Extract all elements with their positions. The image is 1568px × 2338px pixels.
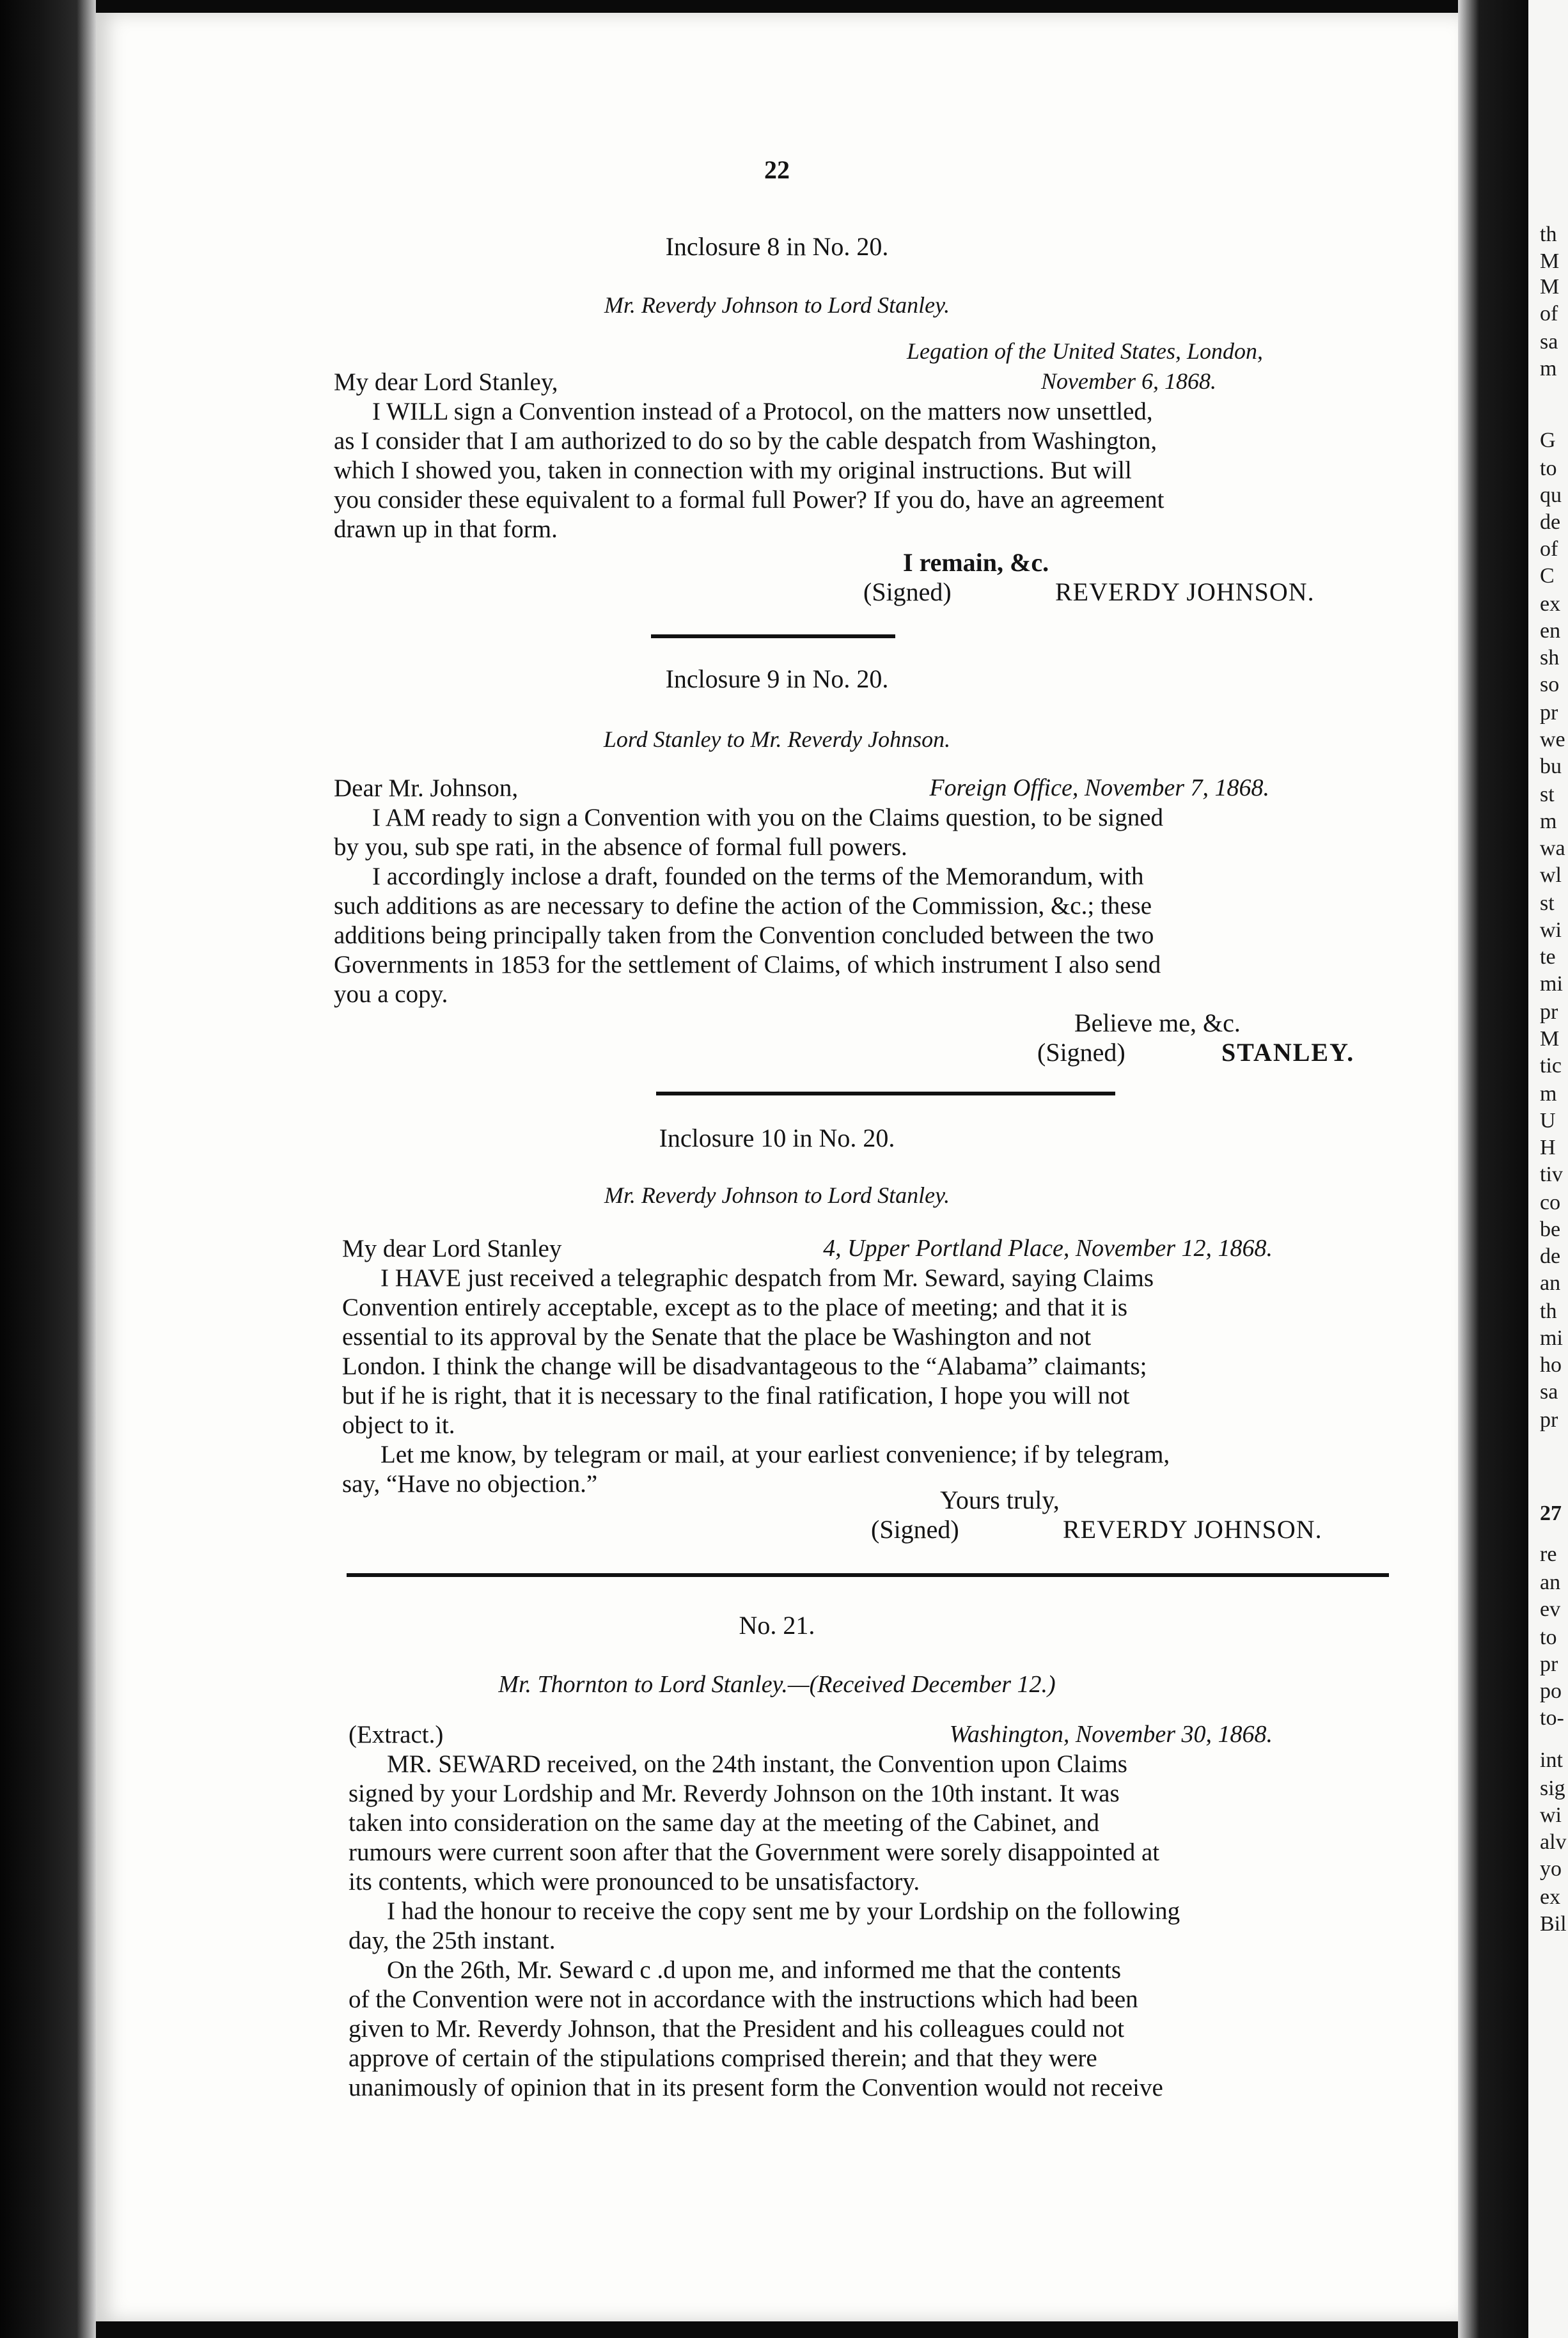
adjacent-page-fragment: en (1540, 619, 1561, 643)
text-line: I accordingly inclose a draft, founded on the terms of the Memorandum, with (372, 863, 1144, 890)
text-line: Governments in 1853 for the settlement of Claims, of which instrument I also send (334, 951, 1161, 978)
text-line: day, the 25th instant. (349, 1927, 556, 1954)
adjacent-page-fragment: ho (1540, 1353, 1562, 1377)
text-line: its contents, which were pronounced to be unsatisfactory. (349, 1868, 920, 1895)
text-line: such additions as are necessary to define the action of the Commission, &c.; these (334, 892, 1152, 920)
adjacent-page-fragment: pr (1540, 1000, 1558, 1024)
inclosure-8-heading: Inclosure 8 in No. 20. (665, 232, 889, 261)
adjacent-page-fragment: ev (1540, 1597, 1561, 1621)
text-line: which I showed you, taken in connection with my original instructions. But will (334, 457, 1132, 484)
adjacent-page-fragment: sa (1540, 330, 1558, 354)
adjacent-page-fragment: M (1540, 249, 1560, 273)
text-line: London. I think the change will be disadvantageous to the “Alabama” claimants; (342, 1353, 1147, 1380)
adjacent-page-fragment: 27 (1540, 1502, 1562, 1525)
inclosure-8-subheading: Mr. Reverdy Johnson to Lord Stanley. (604, 292, 950, 318)
text-line: but if he is right, that it is necessary to the final ratification, I hope you will not (342, 1382, 1130, 1409)
adjacent-page-fragment: to (1540, 457, 1557, 480)
inclosure-8-date: November 6, 1868. (1041, 368, 1216, 394)
binding-edge (0, 0, 96, 2338)
adjacent-page-fragment: be (1540, 1218, 1561, 1241)
adjacent-page-fragment: th (1540, 1299, 1557, 1323)
text-line: essential to its approval by the Senate that the place be Washington and not (342, 1323, 1092, 1351)
text-line: I had the honour to receive the copy sent me by your Lordship on the following (387, 1897, 1180, 1925)
inclosure-9-signature: STANLEY. (1221, 1038, 1355, 1067)
inclosure-8-closing: I remain, &c. (903, 548, 1049, 577)
inclosure-10-body (342, 1264, 1512, 1507)
text-line: MR. SEWARD received, on the 24th instant, the Convention upon Claims (387, 1750, 1127, 1778)
adjacent-page-fragment: so (1540, 673, 1560, 696)
inclosure-9-subheading: Lord Stanley to Mr. Reverdy Johnson. (603, 726, 951, 752)
adjacent-page-fragment: wi (1540, 1803, 1562, 1827)
adjacent-page-fragment: of (1540, 302, 1558, 326)
adjacent-page-fragment: ex (1540, 592, 1561, 616)
adjacent-page-fragment: de (1540, 510, 1561, 534)
adjacent-page-fragment: tic (1540, 1054, 1562, 1078)
no-21-heading: No. 21. (739, 1611, 815, 1640)
document-page (96, 13, 1458, 2321)
adjacent-page-fragment: sa (1540, 1380, 1558, 1404)
adjacent-page-fragment: ex (1540, 1885, 1561, 1909)
adjacent-page-fragment: pr (1540, 701, 1558, 725)
inclosure-8-salutation: My dear Lord Stanley, (334, 368, 558, 396)
text-line: you a copy. (334, 980, 448, 1008)
inclosure-8-place: Legation of the United States, London, (907, 338, 1263, 364)
text-line: as I consider that I am authorized to do so by the cable despatch from Washington, (334, 427, 1157, 455)
adjacent-page-fragment: te (1540, 945, 1556, 969)
inclosure-9-body (334, 803, 1504, 1014)
text-line: I HAVE just received a telegraphic despatch from Mr. Seward, saying Claims (380, 1264, 1154, 1292)
text-line: I AM ready to sign a Convention with you on the Claims question, to be signed (372, 804, 1164, 831)
text-line: drawn up in that form. (334, 515, 558, 543)
adjacent-page-fragment: mi (1540, 1326, 1563, 1350)
text-line: by you, sub spe rati, in the absence of formal full powers. (334, 833, 907, 861)
text-line: unanimously of opinion that in its present form the Convention would not receive (349, 2074, 1163, 2101)
adjacent-page-fragment: yo (1540, 1857, 1562, 1881)
inclosure-10-signature: REVERDY JOHNSON. (1063, 1515, 1322, 1544)
adjacent-page-fragment: alv (1540, 1830, 1567, 1854)
inclosure-8-signed-label: (Signed) (863, 577, 952, 606)
adjacent-page-edge (1528, 0, 1568, 2338)
adjacent-page-fragment: H (1540, 1136, 1556, 1159)
inclosure-9-closing: Believe me, &c. (1074, 1008, 1241, 1037)
inclosure-10-place-date: 4, Upper Portland Place, November 12, 1868. (823, 1235, 1273, 1262)
adjacent-page-fragment: sh (1540, 646, 1560, 670)
adjacent-page-fragment: to (1540, 1626, 1557, 1649)
inclosure-10-closing: Yours truly, (940, 1486, 1060, 1514)
adjacent-page-fragment: st (1540, 891, 1555, 915)
text-line: given to Mr. Reverdy Johnson, that the President and his colleagues could not (349, 2015, 1125, 2043)
text-line: rumours were current soon after that the Government were sorely disappointed at (349, 1839, 1160, 1866)
adjacent-page-fragment: mi (1540, 972, 1563, 996)
inclosure-9-heading: Inclosure 9 in No. 20. (665, 664, 889, 693)
adjacent-page-fragment: de (1540, 1244, 1561, 1268)
adjacent-page-fragment: C (1540, 564, 1555, 588)
text-line: Convention entirely acceptable, except as to the place of meeting; and that it is (342, 1294, 1128, 1321)
inclosure-10-heading: Inclosure 10 in No. 20. (659, 1124, 895, 1152)
text-line: I WILL sign a Convention instead of a Protocol, on the matters now unsettled, (372, 398, 1153, 425)
adjacent-page-fragment: an (1540, 1271, 1561, 1295)
adjacent-page-fragment: U (1540, 1109, 1556, 1133)
text-line: taken into consideration on the same day at the meeting of the Cabinet, and (349, 1809, 1099, 1837)
adjacent-page-fragment: M (1540, 1027, 1560, 1051)
inclosure-9-signed-label: (Signed) (1037, 1038, 1125, 1067)
adjacent-page-fragment: co (1540, 1191, 1561, 1214)
adjacent-page-fragment: an (1540, 1571, 1561, 1594)
text-line: of the Convention were not in accordance with the instructions which had been (349, 1986, 1138, 2013)
adjacent-page-fragment: wl (1540, 863, 1562, 887)
adjacent-page-fragment: int (1540, 1748, 1563, 1772)
adjacent-page-fragment: po (1540, 1679, 1562, 1703)
adjacent-page-fragment: to- (1540, 1706, 1564, 1730)
text-line: On the 26th, Mr. Seward c .d upon me, and informed me that the contents (387, 1956, 1122, 1984)
inclosure-9-place-date: Foreign Office, November 7, 1868. (929, 774, 1269, 801)
inclosure-10-signed-label: (Signed) (871, 1515, 959, 1544)
text-line: approve of certain of the stipulations comprised therein; and that they were (349, 2044, 1097, 2072)
adjacent-page-fragment: m (1540, 810, 1557, 833)
adjacent-page-fragment: pr (1540, 1652, 1558, 1676)
adjacent-page-fragment: sig (1540, 1777, 1565, 1800)
adjacent-page-fragment: we (1540, 728, 1565, 751)
section-divider (347, 1573, 1389, 1577)
adjacent-page-fragment: Bil (1540, 1912, 1567, 1936)
inclosure-8-body (334, 397, 1504, 551)
section-divider (656, 1092, 1115, 1095)
adjacent-page-fragment: st (1540, 783, 1555, 806)
adjacent-page-fragment: tiv (1540, 1163, 1563, 1186)
no-21-subheading: Mr. Thornton to Lord Stanley.—(Received December 12.) (498, 1671, 1056, 1698)
adjacent-page-fragment: qu (1540, 483, 1562, 507)
section-divider (651, 634, 895, 638)
text-line: say, “Have no objection.” (342, 1470, 598, 1498)
adjacent-page-fragment: m (1540, 1082, 1557, 1106)
adjacent-page-fragment: bu (1540, 755, 1562, 778)
page-number: 22 (764, 155, 790, 184)
no-21-extract-label: (Extract.) (349, 1721, 444, 1748)
inclosure-10-subheading: Mr. Reverdy Johnson to Lord Stanley. (604, 1182, 950, 1208)
adjacent-page-fragment: th (1540, 223, 1557, 246)
text-line: you consider these equivalent to a formal full Power? If you do, have an agreement (334, 486, 1164, 514)
text-line: Let me know, by telegram or mail, at your earliest convenience; if by telegram, (380, 1441, 1170, 1468)
text-line: signed by your Lordship and Mr. Reverdy Johnson on the 10th instant. It was (349, 1780, 1120, 1807)
adjacent-page-fragment: pr (1540, 1408, 1558, 1432)
adjacent-page-fragment: of (1540, 537, 1558, 561)
inclosure-8-signature: REVERDY JOHNSON. (1055, 577, 1315, 606)
adjacent-page-fragment: m (1540, 357, 1557, 381)
adjacent-page-fragment: wa (1540, 836, 1565, 860)
inclosure-10-salutation: My dear Lord Stanley (342, 1235, 562, 1262)
inclosure-9-salutation: Dear Mr. Johnson, (334, 774, 519, 802)
no-21-body (349, 1750, 1519, 2108)
adjacent-page-fragment: wi (1540, 918, 1562, 942)
adjacent-page-fragment: G (1540, 428, 1556, 452)
adjacent-page-fragment: M (1540, 275, 1560, 299)
no-21-place-date: Washington, November 30, 1868. (949, 1721, 1273, 1748)
adjacent-page-fragment: re (1540, 1542, 1557, 1566)
text-line: additions being principally taken from the Convention concluded between the two (334, 922, 1154, 949)
text-line: object to it. (342, 1411, 455, 1439)
